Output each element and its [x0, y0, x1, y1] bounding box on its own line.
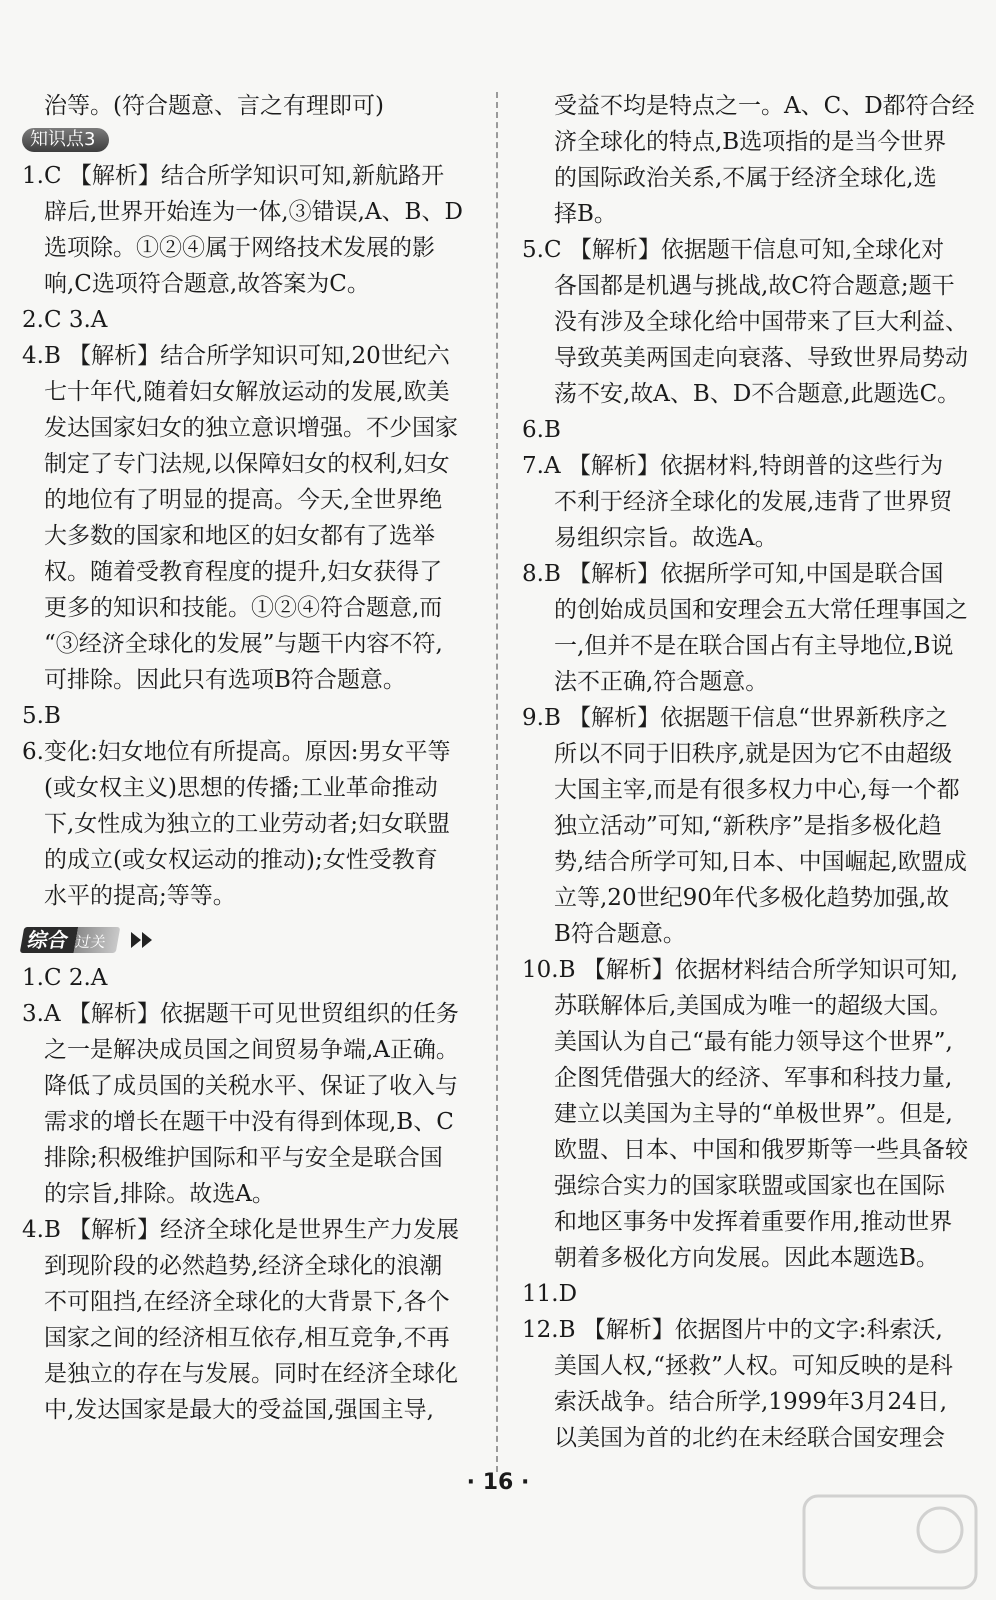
heading-badge — [20, 927, 121, 953]
answer-text-line: 权。随着受教育程度的提升,妇女获得了 — [44, 559, 443, 585]
answer-item-line: 5.C 【解析】依据题干信息可知,全球化对 — [522, 237, 945, 263]
answer-item-line: 7.A 【解析】依据材料,特朗普的这些行为 — [522, 453, 944, 479]
answer-text-line: 所以不同于旧秩序,就是因为它不由超级 — [554, 741, 953, 767]
answer-text-line: 易组织宗旨。故选A。 — [554, 525, 778, 551]
right-answers-block — [522, 88, 978, 1456]
answer-text-line: 是独立的存在与发展。同时在经济全球化 — [44, 1361, 458, 1387]
answer-text-line: 排除;积极维护国际和平与安全是联合国 — [44, 1145, 443, 1171]
answer-text-line: 的地位有了明显的提高。今天,全世界绝 — [44, 487, 443, 513]
answer-text-line: B符合题意。 — [554, 921, 686, 947]
answer-text-line: 索沃战争。结合所学,1999年3月24日, — [554, 1389, 948, 1415]
answer-item-line: 5.B — [22, 703, 61, 729]
answer-item-line: 9.B 【解析】依据题干信息“世界新秩序之 — [522, 705, 948, 731]
answer-text-line: 的成立(或女权运动的推动);女性受教育 — [44, 847, 438, 873]
answer-text-line: 不利于经济全球化的发展,违背了世界贸 — [554, 489, 953, 515]
answer-text-line: 降低了成员国的关税水平、保证了收入与 — [44, 1073, 458, 1099]
answer-text-line: (或女权主义)思想的传播;工业革命推动 — [44, 775, 438, 801]
answer-text-line: 七十年代,随着妇女解放运动的发展,欧美 — [44, 379, 450, 405]
answer-text-line: 可排除。因此只有选项B符合题意。 — [44, 667, 406, 693]
answer-text-line: 大国主宰,而是有很多权力中心,每一个都 — [554, 777, 960, 803]
answer-text-line: 择B。 — [554, 201, 617, 227]
answer-item-line: 4.B 【解析】经济全球化是世界生产力发展 — [22, 1217, 460, 1243]
answer-item-line: 10.B 【解析】依据材料结合所学知识可知, — [522, 957, 959, 983]
heading-sub-text: 过关 — [74, 932, 108, 951]
answer-text-line: 制定了专门法规,以保障妇女的权利,妇女 — [44, 451, 450, 477]
answer-text-line: 立等,20世纪90年代多极化趋势加强,故 — [554, 885, 950, 911]
section-tag: 知识点3 — [22, 128, 109, 152]
answer-text-line: 辟后,世界开始连为一体,③错误,A、B、D — [44, 199, 463, 225]
left-answers-block-2 — [22, 960, 474, 1428]
answer-text-line: 国家之间的经济相互依存,相互竞争,不再 — [44, 1325, 450, 1351]
answer-text-line: 独立活动”可知,“新秩序”是指多极化趋 — [554, 813, 942, 839]
section-tag-row — [22, 124, 474, 158]
column-divider — [496, 92, 498, 1472]
watermark-logo — [800, 1490, 980, 1594]
answer-text-line: 朝着多极化方向发展。因此本题选B。 — [554, 1245, 939, 1271]
answer-item-line: 6.B — [522, 417, 561, 443]
left-top-line: 治等。(符合题意、言之有理即可) — [44, 93, 384, 119]
answer-item-line: 4.B 【解析】结合所学知识可知,20世纪六 — [22, 343, 450, 369]
right-column — [522, 88, 978, 1456]
answer-text-line: 欧盟、日本、中国和俄罗斯等一些具备较 — [554, 1137, 968, 1163]
answer-text-line: 的宗旨,排除。故选A。 — [44, 1181, 275, 1207]
answer-text-line: 导致英美两国走向衰落、导致世界局势动 — [554, 345, 968, 371]
answer-text-line: 没有涉及全球化给中国带来了巨大利益、 — [554, 309, 968, 335]
answer-item-line: 12.B 【解析】依据图片中的文字:科索沃, — [522, 1317, 943, 1343]
answer-text-line: 到现阶段的必然趋势,经济全球化的浪潮 — [44, 1253, 443, 1279]
answer-text-line: 济全球化的特点,B选项指的是当今世界 — [554, 129, 947, 155]
answer-text-line: 强综合实力的国家联盟或国家也在国际 — [554, 1173, 945, 1199]
heading-main-text: 综合 — [25, 927, 71, 952]
answer-item-line: 11.D — [522, 1281, 578, 1307]
answer-text-line: 荡不安,故A、B、D不合题意,此题选C。 — [554, 381, 961, 407]
answer-text-line: 下,女性成为独立的工业劳动者;妇女联盟 — [44, 811, 451, 837]
answer-text-line: 之一是解决成员国之间贸易争端,A正确。 — [44, 1037, 459, 1063]
answer-text-line: 受益不均是特点之一。A、C、D都符合经 — [554, 93, 975, 119]
answer-text-line: 不可阻挡,在经济全球化的大背景下,各个 — [44, 1289, 450, 1315]
answer-text-line: 和地区事务中发挥着重要作用,推动世界 — [554, 1209, 953, 1235]
answer-text-line: 企图凭借强大的经济、军事和科技力量, — [554, 1065, 953, 1091]
double-arrow-icon — [129, 930, 157, 950]
answer-text-line: 美国认为自己“最有能力领导这个世界”, — [554, 1029, 953, 1055]
left-answers-block-1 — [22, 158, 474, 914]
answer-text-line: 大多数的国家和地区的妇女都有了选举 — [44, 523, 435, 549]
answer-text-line: 中,发达国家是最大的受益国,强国主导, — [44, 1397, 434, 1423]
answer-text-line: 苏联解体后,美国成为唯一的超级大国。 — [554, 993, 953, 1019]
answer-item-line: 2.C 3.A — [22, 307, 108, 333]
answer-text-line: 各国都是机遇与挑战,故C符合题意;题干 — [554, 273, 955, 299]
answer-text-line: 以美国为首的北约在未经联合国安理会 — [554, 1425, 945, 1451]
comprehensive-heading — [22, 918, 474, 960]
answer-text-line: 响,C选项符合题意,故答案为C。 — [44, 271, 370, 297]
page-number: · 16 · — [466, 1470, 530, 1495]
answer-item-line: 6.变化:妇女地位有所提高。原因:男女平等 — [22, 739, 451, 765]
answer-text-line: 的国际政治关系,不属于经济全球化,选 — [554, 165, 937, 191]
answer-text-line: 法不正确,符合题意。 — [554, 669, 769, 695]
answer-text-line: 选项除。①②④属于网络技术发展的影 — [44, 235, 435, 261]
answer-text-line: 一,但并不是在联合国占有主导地位,B说 — [554, 633, 954, 659]
answer-text-line: “③经济全球化的发展”与题干内容不符, — [44, 631, 443, 657]
answer-text-line: 发达国家妇女的独立意识增强。不少国家 — [44, 415, 458, 441]
answer-text-line: 水平的提高;等等。 — [44, 883, 236, 909]
answer-text-line: 更多的知识和技能。①②④符合题意,而 — [44, 595, 443, 621]
answer-text-line: 需求的增长在题干中没有得到体现,B、C — [44, 1109, 454, 1135]
answer-item-line: 3.A 【解析】依据题干可见世贸组织的任务 — [22, 1001, 459, 1027]
answer-text-line: 美国人权,“拯救”人权。可知反映的是科 — [554, 1353, 953, 1379]
answer-item-line: 1.C 2.A — [22, 965, 108, 991]
answer-item-line: 1.C 【解析】结合所学知识可知,新航路开 — [22, 163, 445, 189]
answer-text-line: 建立以美国为主导的“单极世界”。但是, — [554, 1101, 953, 1127]
answer-text-line: 的创始成员国和安理会五大常任理事国之 — [554, 597, 968, 623]
answer-text-line: 势,结合所学可知,日本、中国崛起,欧盟成 — [554, 849, 967, 875]
answer-item-line: 8.B 【解析】依据所学可知,中国是联合国 — [522, 561, 944, 587]
left-column — [22, 88, 474, 1428]
